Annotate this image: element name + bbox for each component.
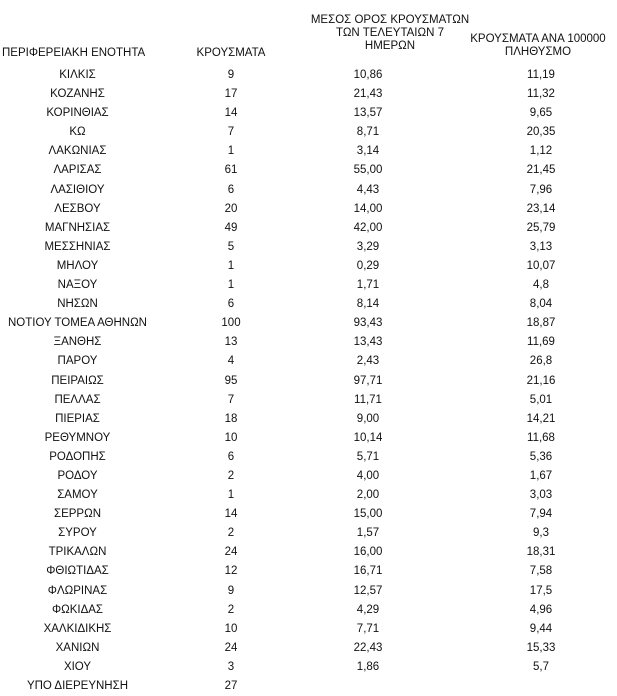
seven-day-average-cell: 4,29 xyxy=(356,603,380,616)
cases-per-100k-cell: 4,8 xyxy=(533,279,549,292)
seven-day-average-cell: 9,00 xyxy=(356,412,380,425)
cases-cell: 3 xyxy=(227,660,235,673)
table-row xyxy=(0,582,617,601)
cases-per-100k-cell: 5,36 xyxy=(529,450,553,463)
cases-cell: 100 xyxy=(221,317,241,330)
cases-per-100k-cell: 11,32 xyxy=(527,88,555,101)
cases-per-100k-cell: 11,69 xyxy=(527,336,555,349)
seven-day-average-cell: 42,00 xyxy=(353,221,383,234)
table-row xyxy=(0,85,617,104)
cases-per-100k-cell: 9,65 xyxy=(529,107,553,120)
seven-day-average-cell: 97,71 xyxy=(353,374,383,387)
seven-day-average-cell: 22,43 xyxy=(353,641,383,654)
table-row xyxy=(0,658,617,677)
cases-cell: 10 xyxy=(224,622,238,635)
cases-per-100k-cell: 7,94 xyxy=(529,508,553,521)
cases-cell: 18 xyxy=(224,412,238,425)
region-cell: ΦΩΚΙΔΑΣ xyxy=(51,603,104,616)
seven-day-average-cell: 93,43 xyxy=(353,317,383,330)
seven-day-average-cell: 7,71 xyxy=(356,622,380,635)
table-row xyxy=(0,295,617,314)
table-row xyxy=(0,372,617,391)
table-row xyxy=(0,391,617,410)
region-cell: ΡΕΘΥΜΝΟΥ xyxy=(44,431,111,444)
cases-per-100k-cell: 1,67 xyxy=(529,469,553,482)
region-cell: ΜΕΣΣΗΝΙΑΣ xyxy=(44,240,111,253)
cases-per-100k-cell: 3,03 xyxy=(529,489,553,502)
table-row xyxy=(0,505,617,524)
region-cell: ΝΑΞΟΥ xyxy=(57,279,98,292)
cases-cell: 24 xyxy=(224,546,238,559)
table-row xyxy=(0,639,617,658)
header-cases-per-100k: ΚΡΟΥΣΜΑΤΑ ΑΝΑ 100000 ΠΛΗΘΥΣΜΟ xyxy=(470,33,606,58)
seven-day-average-cell: 5,71 xyxy=(356,450,380,463)
cases-cell: 17 xyxy=(224,88,238,101)
cases-cell: 14 xyxy=(224,107,238,120)
table-row xyxy=(0,601,617,620)
region-cell: ΥΠΟ ΔΙΕΡΕΥΝΗΣΗ xyxy=(26,680,129,692)
table-row xyxy=(0,677,617,696)
region-cell: ΚΩ xyxy=(69,126,86,139)
seven-day-average-cell: 4,00 xyxy=(356,469,380,482)
cases-cell: 49 xyxy=(224,221,238,234)
cases-per-100k-cell: 11,19 xyxy=(527,69,555,81)
cases-cell: 7 xyxy=(227,393,235,406)
region-cell: ΠΑΡΟΥ xyxy=(57,355,98,368)
region-cell: ΜΗΛΟΥ xyxy=(56,259,99,272)
cases-cell: 9 xyxy=(227,69,235,81)
seven-day-average-cell: 10,14 xyxy=(353,431,383,444)
seven-day-average-cell: 11,71 xyxy=(354,393,382,406)
table-row xyxy=(0,66,617,85)
cases-per-100k-cell: 25,79 xyxy=(526,221,556,234)
region-cell: ΠΙΕΡΙΑΣ xyxy=(55,412,100,425)
table-row xyxy=(0,238,617,257)
cases-cell: 27 xyxy=(224,680,238,692)
cases-cell: 2 xyxy=(227,603,235,616)
header-region: ΠΕΡΙΦΕΡΕΙΑΚΗ ΕΝΟΤΗΤΑ xyxy=(2,47,146,59)
cases-cell: 6 xyxy=(227,183,235,196)
cases-cell: 10 xyxy=(224,431,238,444)
cases-cell: 9 xyxy=(227,584,235,597)
cases-cell: 24 xyxy=(224,641,238,654)
region-cell: ΧΑΛΚΙΔΙΚΗΣ xyxy=(43,622,112,635)
cases-per-100k-cell: 17,5 xyxy=(529,584,553,597)
table-row xyxy=(0,200,617,219)
cases-per-100k-cell: 18,87 xyxy=(526,317,556,330)
cases-per-100k-cell: 18,31 xyxy=(526,546,556,559)
table-row xyxy=(0,142,617,161)
cases-per-100k-cell: 11,68 xyxy=(527,431,555,444)
region-cell: ΚΙΛΚΙΣ xyxy=(59,69,96,81)
seven-day-average-cell: 16,71 xyxy=(353,565,383,578)
cases-per-100k-cell: 9,44 xyxy=(529,622,553,635)
region-cell: ΝΗΣΩΝ xyxy=(57,298,98,311)
region-cell: ΛΑΣΙΘΙΟΥ xyxy=(50,183,105,196)
cases-per-100k-cell: 8,04 xyxy=(529,298,553,311)
cases-cell: 1 xyxy=(227,259,235,272)
region-cell: ΡΟΔΟΥ xyxy=(57,469,98,482)
table-row xyxy=(0,524,617,543)
cases-per-100k-cell: 10,07 xyxy=(526,259,556,272)
table-row xyxy=(0,543,617,562)
cases-cell: 1 xyxy=(227,279,235,292)
region-cell: ΧΙΟΥ xyxy=(63,660,92,673)
table-row xyxy=(0,123,617,142)
cases-per-100k-cell: 21,45 xyxy=(526,164,556,177)
region-cell: ΛΑΚΩΝΙΑΣ xyxy=(48,145,107,158)
region-cell: ΚΟΡΙΝΘΙΑΣ xyxy=(46,107,109,120)
table-row xyxy=(0,486,617,505)
seven-day-average-cell: 12,57 xyxy=(353,584,383,597)
region-cell: ΠΕΙΡΑΙΩΣ xyxy=(51,374,104,387)
region-cell: ΧΑΝΙΩΝ xyxy=(55,641,100,654)
seven-day-average-cell: 13,57 xyxy=(353,107,383,120)
cases-per-100k-cell: 20,35 xyxy=(526,126,556,139)
table-header xyxy=(0,0,617,62)
seven-day-average-cell: 1,71 xyxy=(356,279,380,292)
cases-cell: 6 xyxy=(227,298,235,311)
cases-cell: 95 xyxy=(224,374,238,387)
region-cell: ΠΕΛΛΑΣ xyxy=(54,393,101,406)
seven-day-average-cell: 4,43 xyxy=(356,183,380,196)
seven-day-average-cell: 8,14 xyxy=(356,298,380,311)
cases-cell: 6 xyxy=(227,450,235,463)
region-cell: ΣΕΡΡΩΝ xyxy=(53,508,102,521)
table-row xyxy=(0,219,617,238)
cases-cell: 5 xyxy=(227,240,235,253)
table-row xyxy=(0,333,617,352)
table-row xyxy=(0,257,617,276)
cases-cell: 1 xyxy=(227,145,235,158)
region-cell: ΝΟΤΙΟΥ ΤΟΜΕΑ ΑΘΗΝΩΝ xyxy=(8,317,147,330)
table-row xyxy=(0,161,617,180)
table-row xyxy=(0,181,617,200)
seven-day-average-cell: 8,71 xyxy=(356,126,380,139)
seven-day-average-cell: 14,00 xyxy=(353,202,383,215)
table-row xyxy=(0,352,617,371)
cases-cell: 12 xyxy=(224,565,238,578)
cases-cell: 20 xyxy=(224,202,238,215)
cases-per-100k-cell: 1,12 xyxy=(529,145,553,158)
cases-per-100k-cell: 3,13 xyxy=(529,240,553,253)
cases-cell: 14 xyxy=(224,508,238,521)
seven-day-average-cell: 2,00 xyxy=(356,489,380,502)
cases-cell: 61 xyxy=(224,164,238,177)
region-cell: ΜΑΓΝΗΣΙΑΣ xyxy=(44,221,111,234)
seven-day-average-cell: 10,86 xyxy=(353,69,383,81)
region-cell: ΞΑΝΘΗΣ xyxy=(53,336,102,349)
cases-cell: 1 xyxy=(227,489,235,502)
table-row xyxy=(0,620,617,639)
seven-day-average-cell: 1,57 xyxy=(356,527,380,540)
cases-per-100k-cell: 5,7 xyxy=(533,660,549,673)
region-cell: ΛΕΣΒΟΥ xyxy=(54,202,101,215)
table-row xyxy=(0,410,617,429)
cases-per-100k-cell: 7,58 xyxy=(529,565,553,578)
table-row xyxy=(0,276,617,295)
seven-day-average-cell: 13,43 xyxy=(353,336,383,349)
cases-cell: 7 xyxy=(227,126,235,139)
seven-day-average-cell: 2,43 xyxy=(356,355,380,368)
table-row xyxy=(0,448,617,467)
cases-per-100k-cell: 9,3 xyxy=(533,527,549,540)
seven-day-average-cell: 21,43 xyxy=(353,88,383,101)
seven-day-average-cell: 1,86 xyxy=(356,660,380,673)
cases-per-100k-cell: 21,16 xyxy=(526,374,556,387)
table-body xyxy=(0,66,617,696)
cases-per-100k-cell: 5,01 xyxy=(529,393,553,406)
table-row xyxy=(0,467,617,486)
cases-per-100k-cell: 26,8 xyxy=(529,355,553,368)
region-cell: ΤΡΙΚΑΛΩΝ xyxy=(48,546,107,559)
cases-per-100k-cell: 15,33 xyxy=(526,641,556,654)
region-cell: ΦΛΩΡΙΝΑΣ xyxy=(47,584,108,597)
header-seven-day-average: ΜΕΣΟΣ ΟΡΟΣ ΚΡΟΥΣΜΑΤΩΝ ΤΩΝ ΤΕΛΕΥΤΑΙΩΝ 7 ΗΜΕΡΩΝ xyxy=(310,14,470,52)
cases-cell: 13 xyxy=(224,336,238,349)
cases-cell: 4 xyxy=(227,355,235,368)
cases-per-100k-cell: 4,96 xyxy=(529,603,553,616)
table-row xyxy=(0,104,617,123)
table-row xyxy=(0,562,617,581)
region-cell: ΣΑΜΟΥ xyxy=(57,489,98,502)
header-cases: ΚΡΟΥΣΜΑΤΑ xyxy=(196,47,266,59)
region-cell: ΡΟΔΟΠΗΣ xyxy=(49,450,106,463)
seven-day-average-cell: 55,00 xyxy=(353,164,383,177)
seven-day-average-cell: 0,29 xyxy=(356,259,380,272)
cases-cell: 2 xyxy=(227,469,235,482)
cases-per-100k-cell: 14,21 xyxy=(526,412,556,425)
table-row xyxy=(0,429,617,448)
cases-per-100k-cell: 7,96 xyxy=(529,183,553,196)
region-cell: ΣΥΡΟΥ xyxy=(58,527,97,540)
seven-day-average-cell: 15,00 xyxy=(353,508,383,521)
region-cell: ΚΟΖΑΝΗΣ xyxy=(50,88,105,101)
cases-cell: 2 xyxy=(227,527,235,540)
seven-day-average-cell: 3,29 xyxy=(356,240,380,253)
cases-per-100k-cell: 23,14 xyxy=(526,202,556,215)
seven-day-average-cell: 16,00 xyxy=(353,546,383,559)
seven-day-average-cell: 3,14 xyxy=(356,145,380,158)
region-cell: ΛΑΡΙΣΑΣ xyxy=(53,164,102,177)
table-row xyxy=(0,314,617,333)
region-cell: ΦΘΙΩΤΙΔΑΣ xyxy=(46,565,109,578)
